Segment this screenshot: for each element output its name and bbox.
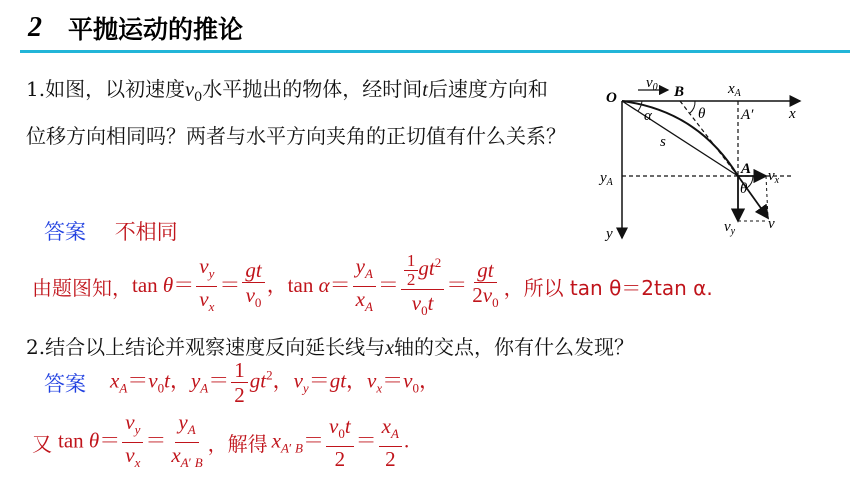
label-A: A bbox=[741, 161, 752, 177]
label-A-prime: A′ bbox=[741, 107, 754, 123]
derivation-2-mid: ，解得 bbox=[207, 432, 268, 457]
section-header bbox=[18, 6, 243, 50]
derivation-2 bbox=[32, 410, 409, 475]
displacement-line bbox=[622, 101, 738, 176]
label-vx: $v_x$ bbox=[768, 168, 780, 186]
alpha-arc bbox=[638, 101, 642, 111]
q1-t: t bbox=[422, 79, 428, 101]
theta-arc-2 bbox=[747, 176, 753, 188]
label-theta-2: θ bbox=[740, 181, 748, 197]
derivation-2-formula-a: tan θ＝ $\frac{v_y}{v_x}$ ＝ $\frac{y_A}{x_{A' B}}$ bbox=[58, 410, 203, 471]
question-2 bbox=[26, 331, 634, 360]
label-xA: $x_A$ bbox=[728, 81, 741, 99]
section-number: 2 bbox=[28, 12, 42, 43]
derivation-2-formula-b: $x_{A' B}=$ $\frac{v_0t}{2}$ ＝ $\frac{x_A}{2}$ . bbox=[271, 414, 410, 472]
q1-v0-sub: 0 bbox=[193, 90, 203, 105]
projectile-diagram bbox=[598, 76, 813, 246]
label-s: s bbox=[660, 134, 666, 150]
label-alpha: α bbox=[644, 108, 652, 124]
label-O: O bbox=[606, 90, 617, 106]
theta-arc-1 bbox=[690, 101, 695, 113]
question-1 bbox=[26, 70, 566, 155]
derivation-1-tail: ，所以 tan θ＝2tan α. bbox=[503, 276, 713, 301]
label-vy: $v_y$ bbox=[724, 219, 736, 237]
q1-v0: v bbox=[185, 79, 194, 101]
q1-text-a: 1.如图，以初速度 bbox=[26, 77, 186, 101]
derivation-1 bbox=[32, 250, 713, 324]
q2-text-a: 2.结合以上结论并观察速度反向延长线与 bbox=[26, 335, 386, 359]
label-y: y bbox=[606, 226, 613, 242]
derivation-1-formula: tan θ＝ $\frac{v_y}{v_x}$ ＝ $\frac{gt}{v_0}$ ，tan α＝ $\frac{y_A}{x_A}$ ＝ $\frac{1}{2}$ $gt^2$ $v_0t$ ＝ $\frac{gt}{2v_0}$ bbox=[132, 250, 499, 318]
section-title: 平抛运动的推论 bbox=[68, 15, 244, 44]
q1-text-b: 水平抛出的物体，经时间 bbox=[202, 77, 423, 101]
q2-text-b: 轴的交点，你有什么发现？ bbox=[393, 335, 634, 359]
label-yA: $y_A$ bbox=[600, 170, 613, 188]
answer-1-label: 答案 bbox=[44, 220, 86, 244]
label-x: x bbox=[789, 106, 796, 122]
derivation-2-lead: 又 bbox=[32, 432, 52, 457]
q2-x: x bbox=[385, 337, 394, 359]
q1-text-c: 后速度方向和位移方向相同吗？两者与水平方向夹角的正切值有什么关系？ bbox=[26, 77, 566, 148]
answer-2-label: 答案 bbox=[44, 371, 86, 396]
header-underline bbox=[20, 50, 850, 53]
answer-2 bbox=[44, 358, 440, 407]
velocity-back-extension bbox=[680, 101, 738, 176]
answer-1-text: 不相同 bbox=[114, 220, 178, 244]
label-v: v bbox=[768, 216, 775, 232]
label-v0: $v_0$ bbox=[646, 76, 658, 93]
label-B: B bbox=[674, 84, 685, 100]
answer-2-formula: $x_A=v_0t$，$y_A=$ $\frac{1}{2}$ $gt^2$，$v_y=gt$，$v_x=v_0$， bbox=[110, 358, 440, 407]
label-theta-1: θ bbox=[698, 106, 706, 122]
answer-1 bbox=[44, 216, 178, 246]
derivation-1-lead: 由题图知， bbox=[32, 276, 132, 301]
